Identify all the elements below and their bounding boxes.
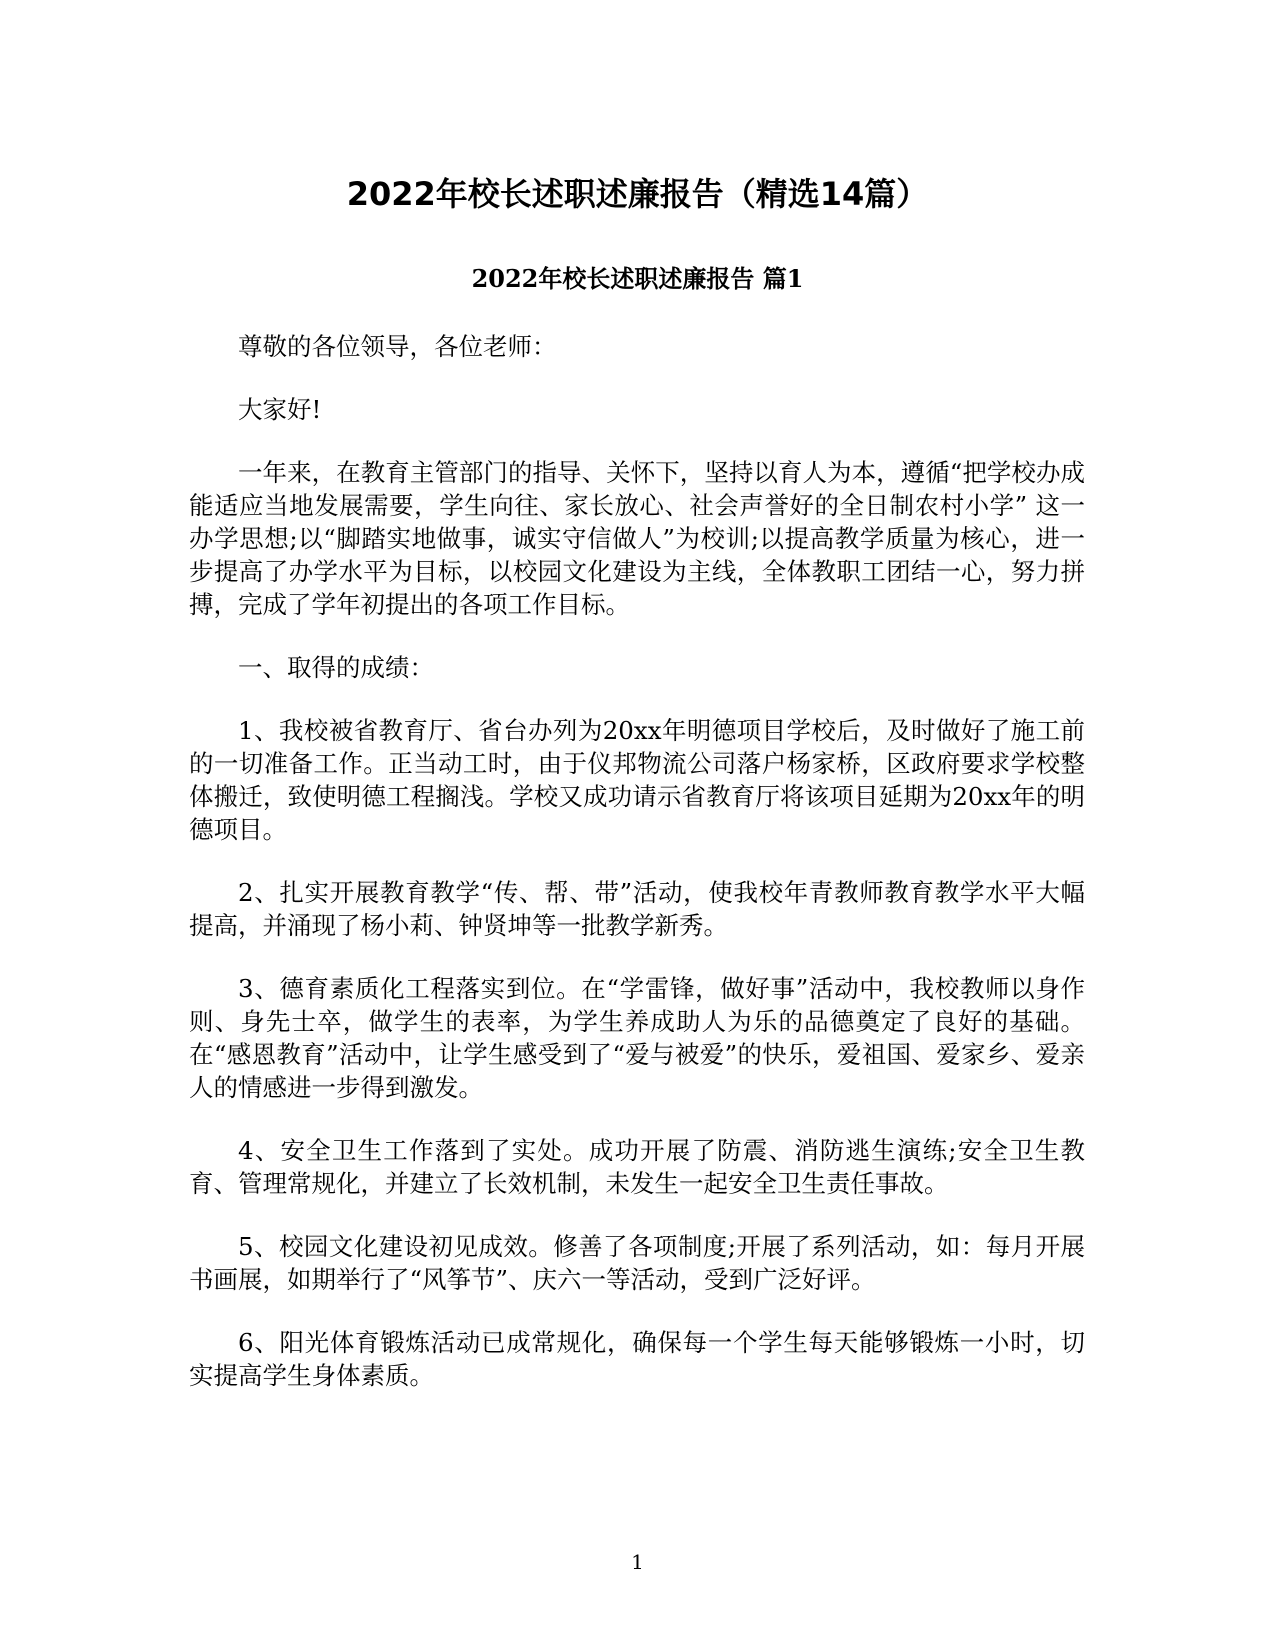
achievement-item-2: 2、扎实开展教育教学“传、帮、带”活动，使我校年青教师教育教学水平大幅提高，并涌现了杨小莉、钟贤坤等一批教学新秀。 xyxy=(189,878,1085,940)
document-body xyxy=(189,330,1085,1422)
achievement-item-3: 3、德育素质化工程落实到位。在“学雷锋，做好事”活动中，我校教师以身作则、身先士卒，做学生的表率，为学生养成助人为乐的品德奠定了良好的基础。在“感恩教育”活动中，让学生感受到了“爱与被爱”的快乐，爱祖国、爱家乡、爱亲人的情感进一步得到激发。 xyxy=(189,974,1085,1102)
greeting-paragraph: 大家好! xyxy=(238,395,322,424)
salutation-paragraph: 尊敬的各位领导，各位老师： xyxy=(238,332,557,361)
achievements-heading: 一、取得的成绩： xyxy=(238,653,434,682)
achievement-item-1: 1、我校被省教育厅、省台办列为20xx年明德项目学校后，及时做好了施工前的一切准备工作。正当动工时，由于仪邦物流公司落户杨家桥，区政府要求学校整体搬迁，致使明德工程搁浅。学校又成功请示省教育厅将该项目延期为20xx年的明德项目。 xyxy=(189,716,1085,844)
section-heading: 2022年校长述职述廉报告 篇1 xyxy=(471,264,804,293)
page-number: 1 xyxy=(631,1550,644,1574)
document-title: 2022年校长述职述廉报告（精选14篇） xyxy=(346,175,929,213)
achievement-item-5: 5、校园文化建设初见成效。修善了各项制度;开展了系列活动，如：每月开展书画展，如期举行了“风筝节”、庆六一等活动，受到广泛好评。 xyxy=(189,1232,1085,1294)
achievement-item-4: 4、安全卫生工作落到了实处。成功开展了防震、消防逃生演练;安全卫生教育、管理常规化，并建立了长效机制，未发生一起安全卫生责任事故。 xyxy=(189,1136,1085,1198)
intro-paragraph: 一年来，在教育主管部门的指导、关怀下，坚持以育人为本，遵循“把学校办成能适应当地发展需要，学生向往、家长放心、社会声誉好的全日制农村小学” 这一办学思想;以“脚踏实地做事，诚实守信做人”为校训;以提高教学质量为核心，进一步提高了办学水平为目标，以校园文化建设为主线，全体教职工团结一心，努力拼搏，完成了学年初提出的各项工作目标。 xyxy=(189,458,1085,619)
achievement-item-6: 6、阳光体育锻炼活动已成常规化，确保每一个学生每天能够锻炼一小时，切实提高学生身体素质。 xyxy=(189,1328,1085,1390)
